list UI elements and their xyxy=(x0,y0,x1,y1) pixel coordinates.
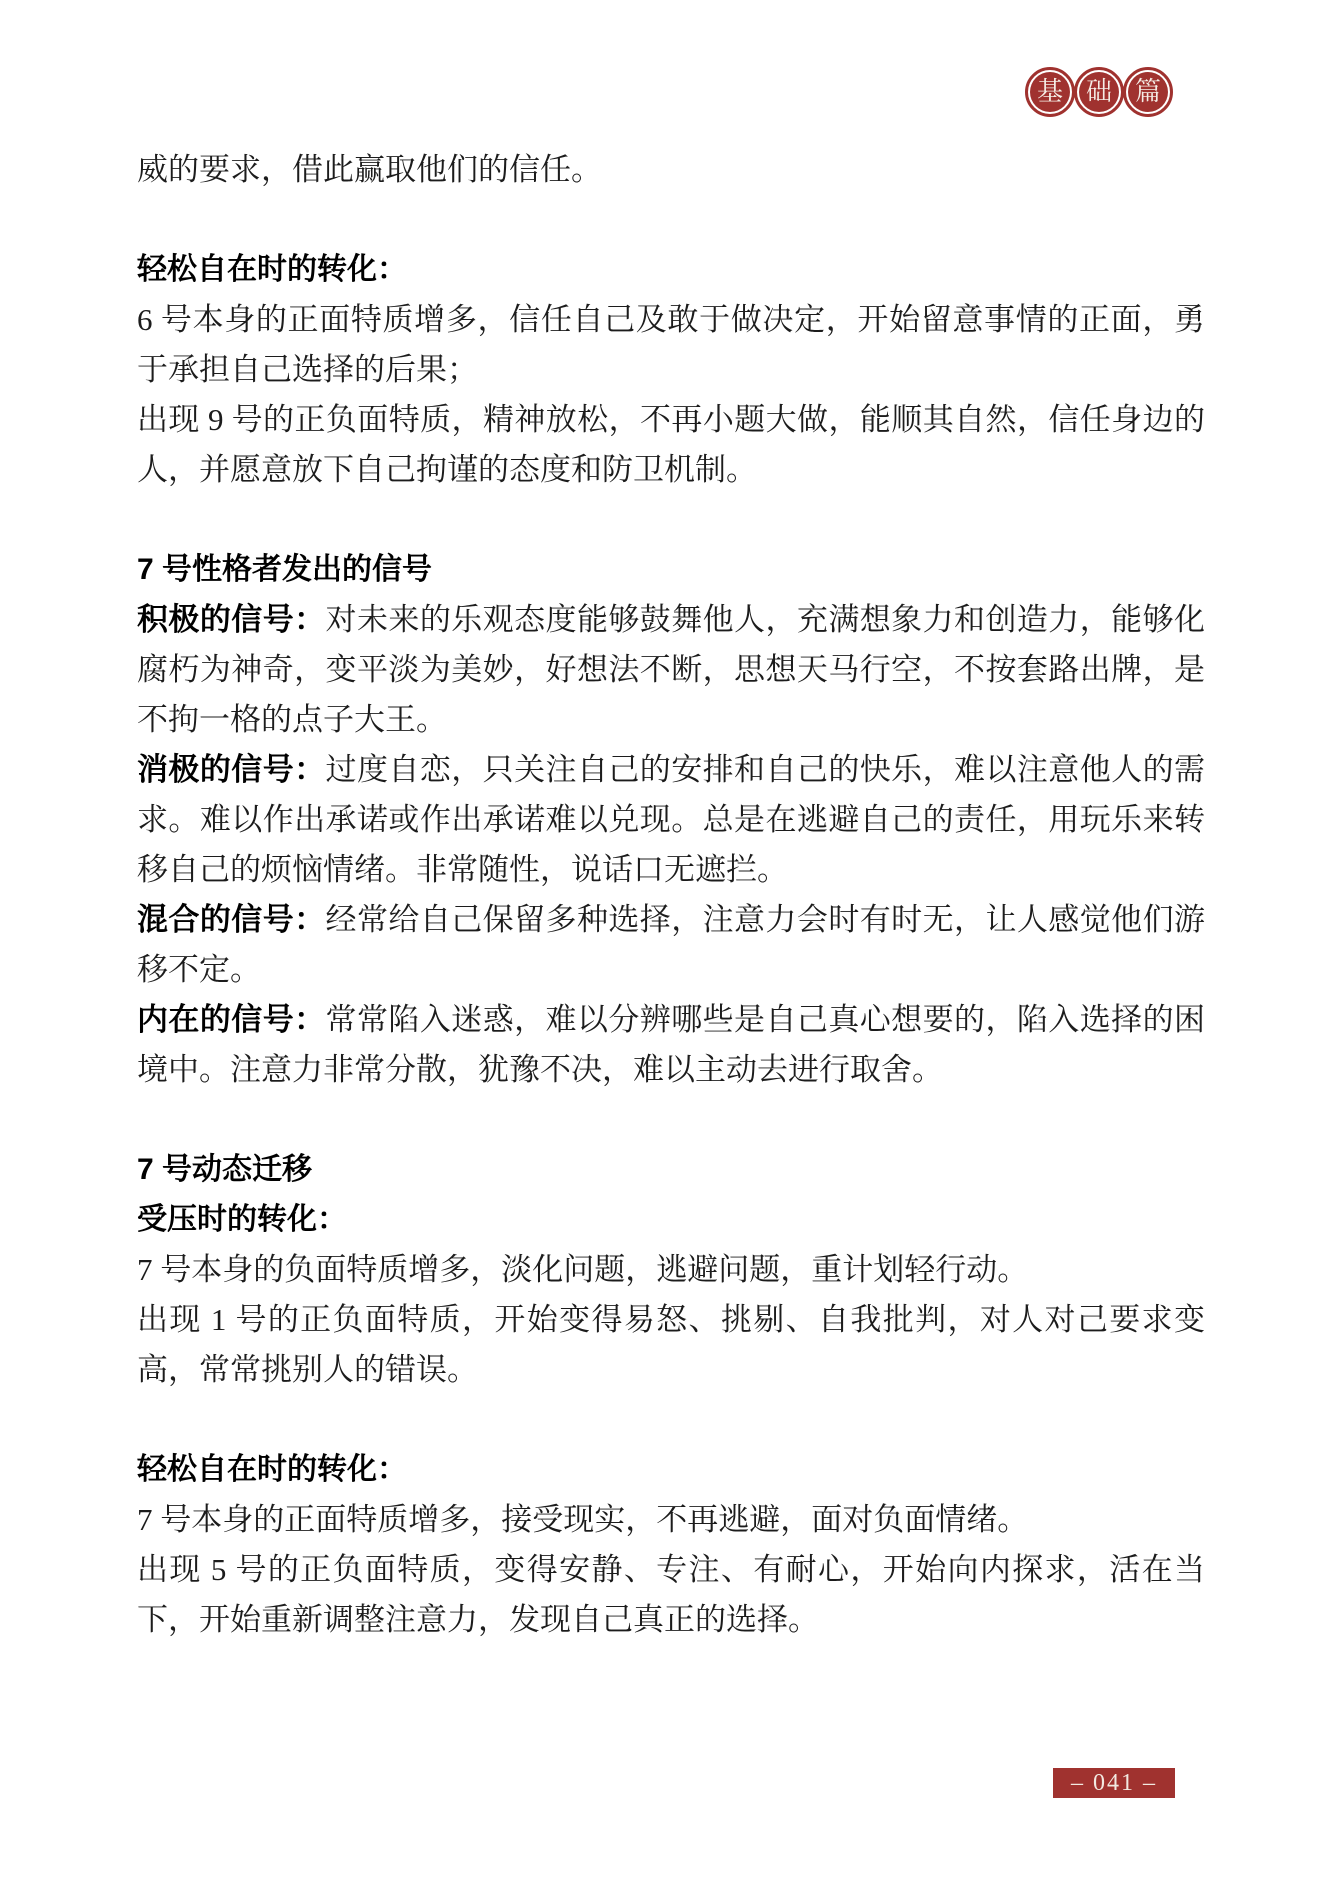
signal-item-inner-text: 常常陷入迷惑，难以分辨哪些是自己真心想要的，陷入选择的困境中。注意力非常分散，犹豫不决，难以主动去进行取舍。 xyxy=(137,1002,1205,1087)
section-shift-7-heading: 7 号动态迁移 xyxy=(137,1153,313,1186)
intro-block xyxy=(137,145,1205,195)
section-signals-7 xyxy=(137,545,1205,1095)
signal-item-positive-text: 对未来的乐观态度能够鼓舞他人，充满想象力和创造力，能够化腐朽为神奇，变平淡为美妙，好想法不断，思想天马行空，不按套路出牌，是不拘一格的点子大王。 xyxy=(137,602,1205,737)
chapter-badge-1 xyxy=(1025,67,1075,117)
signal-item-inner xyxy=(137,995,1205,1095)
chapter-badge-2-label: 础 xyxy=(1079,72,1119,112)
section-relax-6-heading: 轻松自在时的转化： xyxy=(137,253,407,286)
section-relax-6 xyxy=(137,245,1205,495)
signal-item-inner-label: 内在的信号： xyxy=(137,1002,326,1037)
signal-item-negative xyxy=(137,745,1205,895)
page-body xyxy=(137,145,1205,1645)
page-number-plate: – 041 – xyxy=(1053,1768,1175,1798)
chapter-badge-1-label: 基 xyxy=(1030,72,1070,112)
section-shift-7-stress-paragraph-2: 出现 1 号的正负面特质，开始变得易怒、挑剔、自我批判，对人对己要求变高，常常挑别人的错误。 xyxy=(137,1302,1205,1387)
section-signals-7-heading: 7 号性格者发出的信号 xyxy=(137,553,433,586)
signal-item-mixed xyxy=(137,895,1205,995)
signal-item-mixed-label: 混合的信号： xyxy=(137,902,326,937)
signal-item-positive-label: 积极的信号： xyxy=(137,602,326,637)
section-shift-7-relax-heading: 轻松自在时的转化： xyxy=(137,1453,407,1486)
section-shift-7-relax-paragraph-2: 出现 5 号的正负面特质，变得安静、专注、有耐心，开始向内探求，活在当下，开始重新调整注意力，发现自己真正的选择。 xyxy=(137,1552,1205,1637)
chapter-badge-3-label: 篇 xyxy=(1128,72,1168,112)
section-shift-7-relax xyxy=(137,1445,1205,1645)
intro-paragraph: 威的要求，借此赢取他们的信任。 xyxy=(137,152,602,187)
chapter-badge-3 xyxy=(1123,67,1173,117)
signal-item-negative-text: 过度自恋，只关注自己的安排和自己的快乐，难以注意他人的需求。难以作出承诺或作出承诺难以兑现。总是在逃避自己的责任，用玩乐来转移自己的烦恼情绪。非常随性，说话口无遮拦。 xyxy=(137,752,1205,887)
signal-item-positive xyxy=(137,595,1205,745)
section-shift-7-relax-paragraph-1: 7 号本身的正面特质增多，接受现实，不再逃避，面对负面情绪。 xyxy=(137,1502,1029,1537)
section-relax-6-paragraph-1: 6 号本身的正面特质增多，信任自己及敢于做决定，开始留意事情的正面，勇于承担自己选择的后果； xyxy=(137,302,1205,387)
chapter-badges xyxy=(1026,67,1173,117)
signal-item-negative-label: 消极的信号： xyxy=(137,752,326,787)
section-shift-7 xyxy=(137,1145,1205,1395)
section-shift-7-stress-heading: 受压时的转化： xyxy=(137,1203,347,1236)
section-relax-6-paragraph-2: 出现 9 号的正负面特质，精神放松，不再小题大做，能顺其自然，信任身边的人，并愿意放下自己拘谨的态度和防卫机制。 xyxy=(137,402,1205,487)
section-shift-7-stress-paragraph-1: 7 号本身的负面特质增多，淡化问题，逃避问题，重计划轻行动。 xyxy=(137,1252,1029,1287)
signal-item-mixed-text: 经常给自己保留多种选择，注意力会时有时无，让人感觉他们游移不定。 xyxy=(137,902,1205,987)
chapter-badge-2 xyxy=(1074,67,1124,117)
